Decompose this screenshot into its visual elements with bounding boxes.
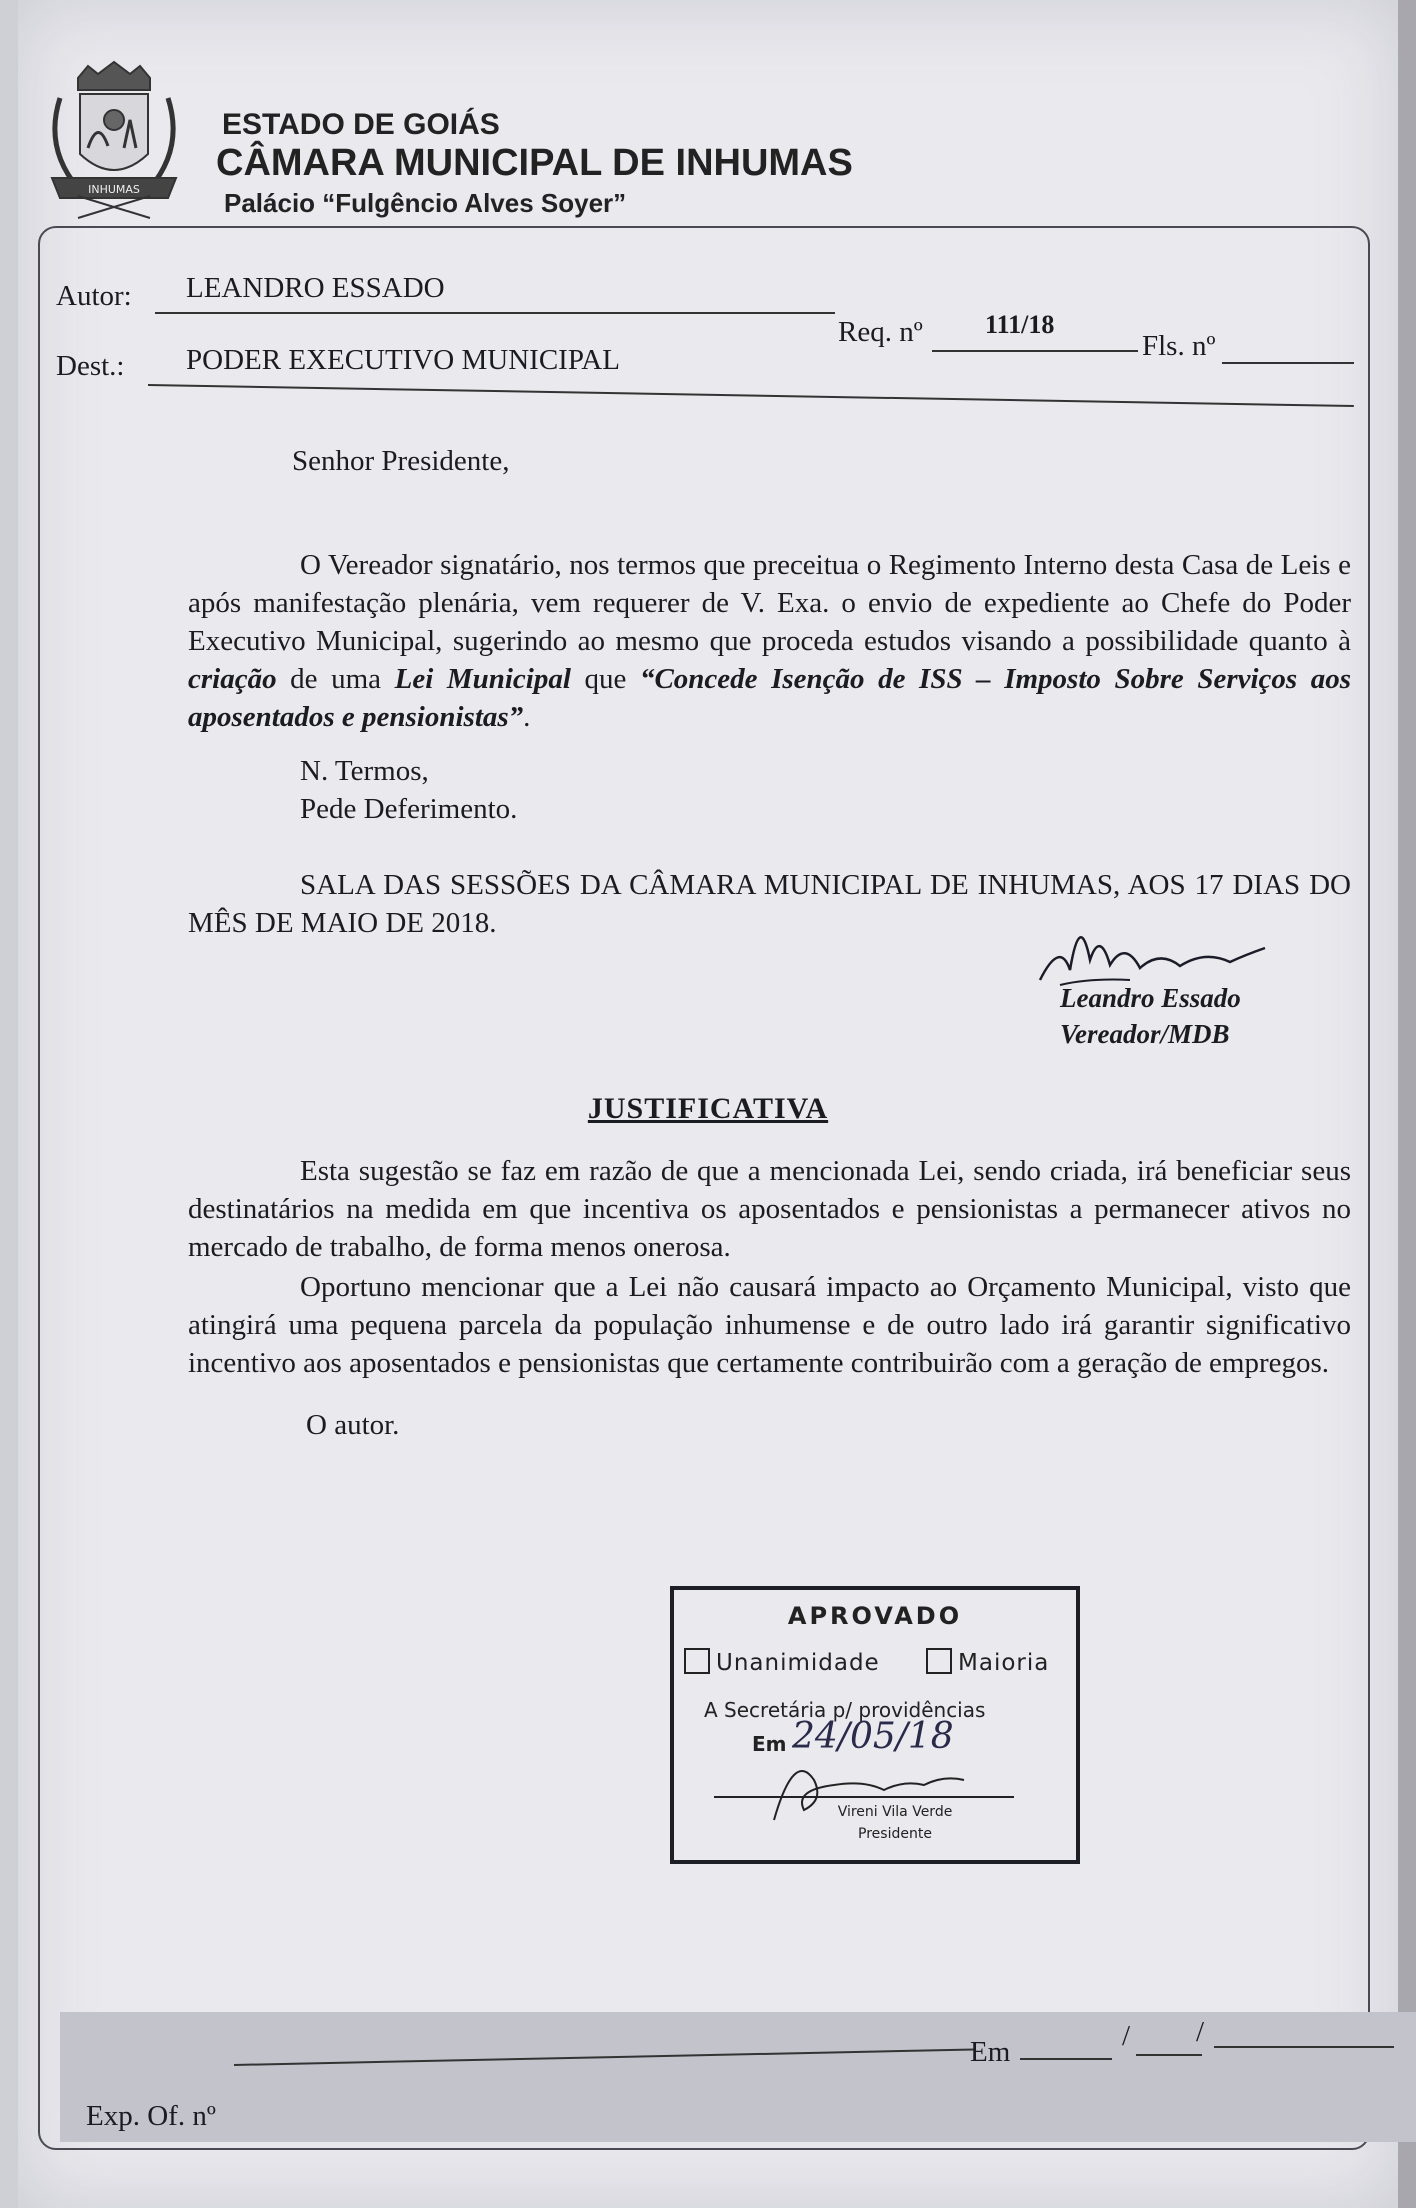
svg-text:INHUMAS: INHUMAS <box>88 183 140 196</box>
stamp-em-label: Em <box>752 1732 787 1756</box>
req-value: 111/18 <box>985 310 1055 339</box>
unanimity-checkbox <box>684 1648 710 1674</box>
signer-role: Vereador/MDB <box>1060 1019 1230 1049</box>
request-paragraph: O Vereador signatário, nos termos que preceitua o Regimento Interno desta Casa de Leis e após manifestação plenária, vem requerer de V. Exa. o envio de expediente ao Chefe do Poder Executivo Municipal, sugerindo ao mesmo que proceda estudos visando a possibilidade quanto à criação de uma Lei Municipal que “Concede Isenção de ISS – Imposto Sobre Serviços aos aposentados e pensionistas”. <box>188 549 1352 733</box>
header-chamber: CÂMARA MUNICIPAL DE INHUMAS <box>216 142 853 184</box>
fls-line <box>1222 362 1354 364</box>
footer-day-line <box>1020 2058 1112 2060</box>
exp-of-label: Exp. Of. nº <box>86 2100 216 2132</box>
stamp-name: Vireni Vila Verde <box>837 1804 953 1820</box>
req-label: Req. nº <box>838 316 923 348</box>
req-line <box>932 350 1138 352</box>
footer-band <box>60 2012 1416 2142</box>
dest-label: Dest.: <box>56 350 125 382</box>
stamp-option-majority: Maioria <box>926 1648 1049 1676</box>
dest-value: PODER EXECUTIVO MUNICIPAL <box>186 344 620 376</box>
closing-deferimento: Pede Deferimento. <box>300 793 518 825</box>
stamp-secretary: A Secretária p/ providências <box>704 1698 986 1722</box>
session-line: SALA DAS SESSÕES DA CÂMARA MUNICIPAL DE INHUMAS, AOS 17 DIAS DO MÊS DE MAIO DE 2018. <box>188 869 1351 939</box>
footer-slash-2: / <box>1196 2016 1205 2048</box>
footer-year-line <box>1214 2046 1394 2048</box>
footer-em-label: Em <box>970 2036 1011 2068</box>
autor-value: LEANDRO ESSADO <box>186 272 445 304</box>
footer-slash-1: / <box>1122 2020 1131 2052</box>
autor-label: Autor: <box>56 280 132 312</box>
fls-label: Fls. nº <box>1142 330 1216 362</box>
stamp-role: Presidente <box>858 1826 932 1842</box>
stamp-option-unanimity: Unanimidade <box>684 1648 880 1676</box>
municipal-crest-icon <box>38 58 190 223</box>
footer-month-line <box>1136 2054 1202 2056</box>
header-palace: Palácio “Fulgêncio Alves Soyer” <box>224 188 627 218</box>
stamp-title: APROVADO <box>787 1602 963 1630</box>
closing-termos: N. Termos, <box>300 755 429 787</box>
approval-stamp <box>670 1586 1080 1864</box>
justification-paragraph-1: Esta sugestão se faz em razão de que a mencionada Lei, sendo criada, irá beneficiar seus destinatários na medida em que incentiva os aposentados e pensionistas a permanecer ativos no mercado de trabalho, de forma menos onerosa. <box>188 1155 1351 1263</box>
salutation: Senhor Presidente, <box>292 445 510 477</box>
justification-paragraph-2: Oportuno mencionar que a Lei não causará impacto ao Orçamento Municipal, visto que atingirá uma pequena parcela da população inhumense e de outro lado irá garantir significativo incentivo aos aposentados e pensionistas que certamente contribuirão com a geração de empregos. <box>188 1271 1351 1379</box>
justification-author: O autor. <box>306 1409 400 1441</box>
autor-line <box>155 312 835 314</box>
signer-block <box>1060 980 1241 1052</box>
header-state: ESTADO DE GOIÁS <box>222 108 500 141</box>
stamp-date: 24/05/18 <box>792 1716 954 1757</box>
stamp-signature-line <box>714 1796 1014 1798</box>
justification-title: JUSTIFICATIVA <box>587 1092 829 1125</box>
signer-name: Leandro Essado <box>1060 983 1241 1013</box>
majority-checkbox <box>926 1648 952 1674</box>
